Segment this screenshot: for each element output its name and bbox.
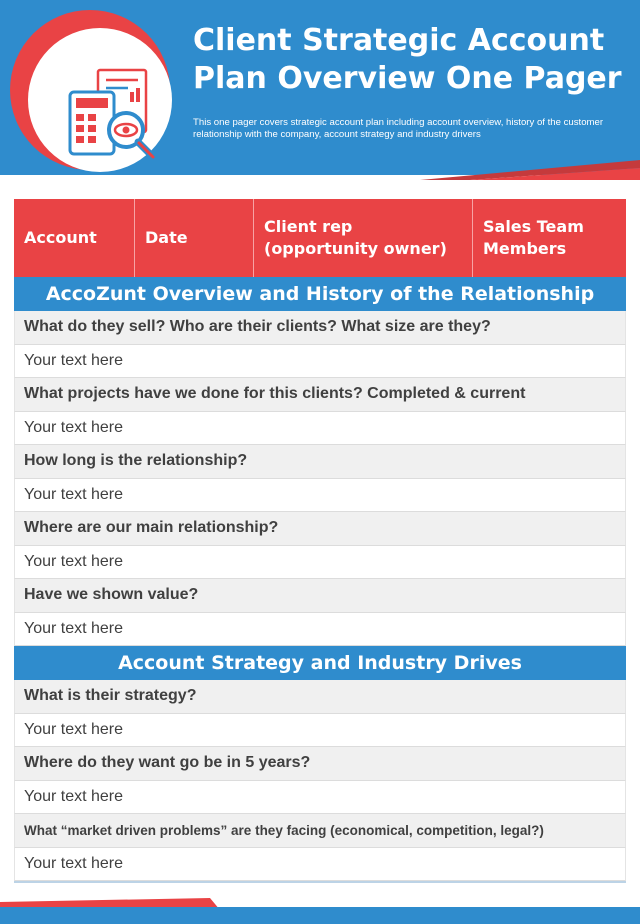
column-header-date: Date (135, 199, 254, 277)
column-header-sales-team: Sales Team Members (483, 217, 584, 258)
answer-field[interactable]: Your text here (14, 781, 626, 815)
answer-field[interactable]: Your text here (14, 412, 626, 446)
answer-field[interactable]: Your text here (14, 345, 626, 379)
column-header-account: Account (14, 199, 135, 277)
question-row: What “market driven problems” are they facing (economical, competition, legal?) (14, 814, 626, 848)
footer-bar (0, 907, 640, 924)
answer-field[interactable]: Your text here (14, 479, 626, 513)
table-header-row (14, 199, 626, 277)
question-row: What is their strategy? (14, 680, 626, 714)
question-row: Where do they want go be in 5 years? (14, 747, 626, 781)
question-row: Have we shown value? (14, 579, 626, 613)
answer-field[interactable]: Your text here (14, 613, 626, 647)
page-title (193, 22, 633, 98)
page-subtitle: This one pager covers strategic account plan including account overview, history of the customer relationship with the company, account strategy and industry drivers (193, 117, 604, 140)
calculator-document-magnifier-icon (68, 68, 168, 168)
page-title-line-2: Plan Overview One Pager (193, 61, 622, 96)
logo-badge (10, 10, 170, 170)
page-title-line-1: Client Strategic Account (193, 23, 605, 58)
answer-field[interactable]: Your text here (14, 848, 626, 882)
answer-field[interactable]: Your text here (14, 714, 626, 748)
question-row: What projects have we done for this clients? Completed & current (14, 378, 626, 412)
question-row: Where are our main relationship? (14, 512, 626, 546)
section-heading-strategy: Account Strategy and Industry Drives (14, 646, 626, 680)
question-row: What do they sell? Who are their clients? What size are they? (14, 311, 626, 345)
section-heading-overview: AccoZunt Overview and History of the Relationship (14, 277, 626, 311)
question-row: How long is the relationship? (14, 445, 626, 479)
answer-field[interactable]: Your text here (14, 546, 626, 580)
column-header-client-rep: Client rep (opportunity owner) (254, 199, 473, 277)
account-plan-table (14, 199, 626, 883)
